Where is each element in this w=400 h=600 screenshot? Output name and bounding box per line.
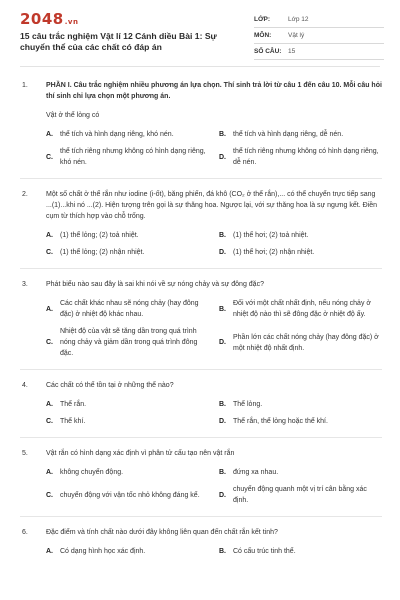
question-number: 2. [22, 191, 28, 198]
answer-options [46, 399, 382, 427]
option-a[interactable]: A. Có dạng hình học xác định. [46, 548, 146, 555]
answer-options [46, 546, 382, 557]
option-a[interactable]: A. Thể rắn. [46, 401, 87, 408]
question-number: 1. [22, 82, 28, 89]
question-stem: Các chất có thể tồn tại ở những thể nào? [46, 382, 174, 389]
question-stem: Phát biểu nào sau đây là sai khi nói về sự nóng chảy và sự đông đặc? [46, 281, 264, 288]
option-c[interactable]: C. Nhiệt độ của vật sẽ tăng dần trong quá trình nóng chảy và giảm dần trong quá trình đông đặc. [46, 328, 198, 357]
option-a[interactable]: A. Các chất khác nhau sẽ nóng chảy (hay đông đặc) ở nhiệt độ khác nhau. [46, 300, 199, 318]
question-4 [20, 380, 382, 427]
question-number: 6. [22, 529, 28, 536]
option-a[interactable]: A. thể tích và hình dạng riêng, khó nén. [46, 131, 174, 138]
meta-row-count: SỐ CÂU: 15 [254, 44, 384, 60]
option-d[interactable]: D. Phần lớn các chất nóng chảy (hay đông đặc) ở một nhiệt độ nhất định. [219, 333, 379, 352]
section-instructions: PHẦN I. Câu trắc nghiệm nhiều phương án lựa chọn. Thí sinh trả lời từ câu 1 đến câu 10. Mỗi câu hỏi thí sinh chỉ lựa chọn một phương án. [46, 82, 382, 100]
question-number: 3. [22, 281, 28, 288]
option-d[interactable]: D. (1) thể hơi; (2) nhận nhiệt. [219, 249, 315, 256]
question-list [20, 80, 382, 557]
option-b[interactable]: B. đứng xa nhau. [219, 469, 279, 476]
answer-options [46, 129, 382, 168]
question-divider [20, 437, 382, 438]
question-divider [20, 268, 382, 269]
answer-options [46, 467, 382, 506]
option-b[interactable]: B. thể tích và hình dạng riêng, dễ nén. [219, 131, 344, 138]
option-b[interactable]: B. Có cấu trúc tinh thể. [219, 548, 296, 555]
document-title: 15 câu trắc nghiệm Vật lí 12 Cánh diều Bài 1: Sự chuyển thể của các chất có đáp án [20, 31, 217, 52]
option-d[interactable]: D. chuyển động quanh một vị trí cân bằng xác định. [219, 486, 367, 504]
question-number: 5. [22, 450, 28, 457]
question-stem: Vật ở thể lỏng có [46, 112, 100, 119]
question-stem: Một số chất ở thể rắn như iodine (i-ốt), băng phiến, đá khô (CO₂ ở thể rắn),... có thể chuyển trực tiếp sang ...(1)...khi nó ...(2). Hiện tượng trên gọi là sự thăng hoa. Ngược lại, với sự thăng hoa là sự ngưng kết. Điền cụm từ thích hợp vào chỗ trống. [46, 191, 377, 220]
answer-options [46, 298, 382, 359]
question-number: 4. [22, 382, 28, 389]
question-divider [20, 516, 382, 517]
document-meta [254, 12, 384, 60]
question-divider [20, 369, 382, 370]
option-b[interactable]: B. Đối với một chất nhất định, nếu nóng chảy ở nhiệt độ nào thì sẽ đông đặc ở nhiệt độ ấy. [219, 300, 371, 318]
option-b[interactable]: B. (1) thể hơi; (2) toả nhiệt. [219, 232, 309, 239]
header-divider [20, 66, 380, 67]
meta-row-subject: MÔN: Vật lý [254, 28, 384, 44]
option-b[interactable]: B. Thể lỏng. [219, 401, 263, 408]
answer-options [46, 230, 382, 258]
question-5 [20, 448, 382, 506]
page-header [0, 0, 400, 64]
question-divider [20, 178, 382, 179]
question-stem: Vật rắn có hình dạng xác định vì phân tử cấu tạo nên vật rắn [46, 450, 235, 457]
option-a[interactable]: A. (1) thể lỏng; (2) toả nhiệt. [46, 232, 139, 239]
option-c[interactable]: C. thể tích riêng nhưng không có hình dạng riêng, khó nén. [46, 148, 206, 166]
question-6 [20, 527, 382, 557]
question-stem: Đặc điểm và tính chất nào dưới đây không liên quan đến chất rắn kết tinh? [46, 529, 278, 536]
option-c[interactable]: C. Thể khí. [46, 418, 86, 425]
option-d[interactable]: D. Thể rắn, thể lỏng hoặc thể khí. [219, 418, 328, 425]
question-1 [20, 80, 382, 168]
option-d[interactable]: D. thể tích riêng nhưng không có hình dạng riêng, dễ nén. [219, 148, 379, 166]
question-3 [20, 279, 382, 359]
site-logo[interactable]: 2048.vn [20, 10, 79, 28]
option-c[interactable]: C. chuyển động với vận tốc nhỏ không đáng kể. [46, 491, 200, 499]
meta-row-class: LỚP: Lớp 12 [254, 12, 384, 28]
option-c[interactable]: C. (1) thể lỏng; (2) nhận nhiệt. [46, 249, 145, 256]
option-a[interactable]: A. không chuyển động. [46, 469, 124, 476]
question-2 [20, 189, 382, 258]
